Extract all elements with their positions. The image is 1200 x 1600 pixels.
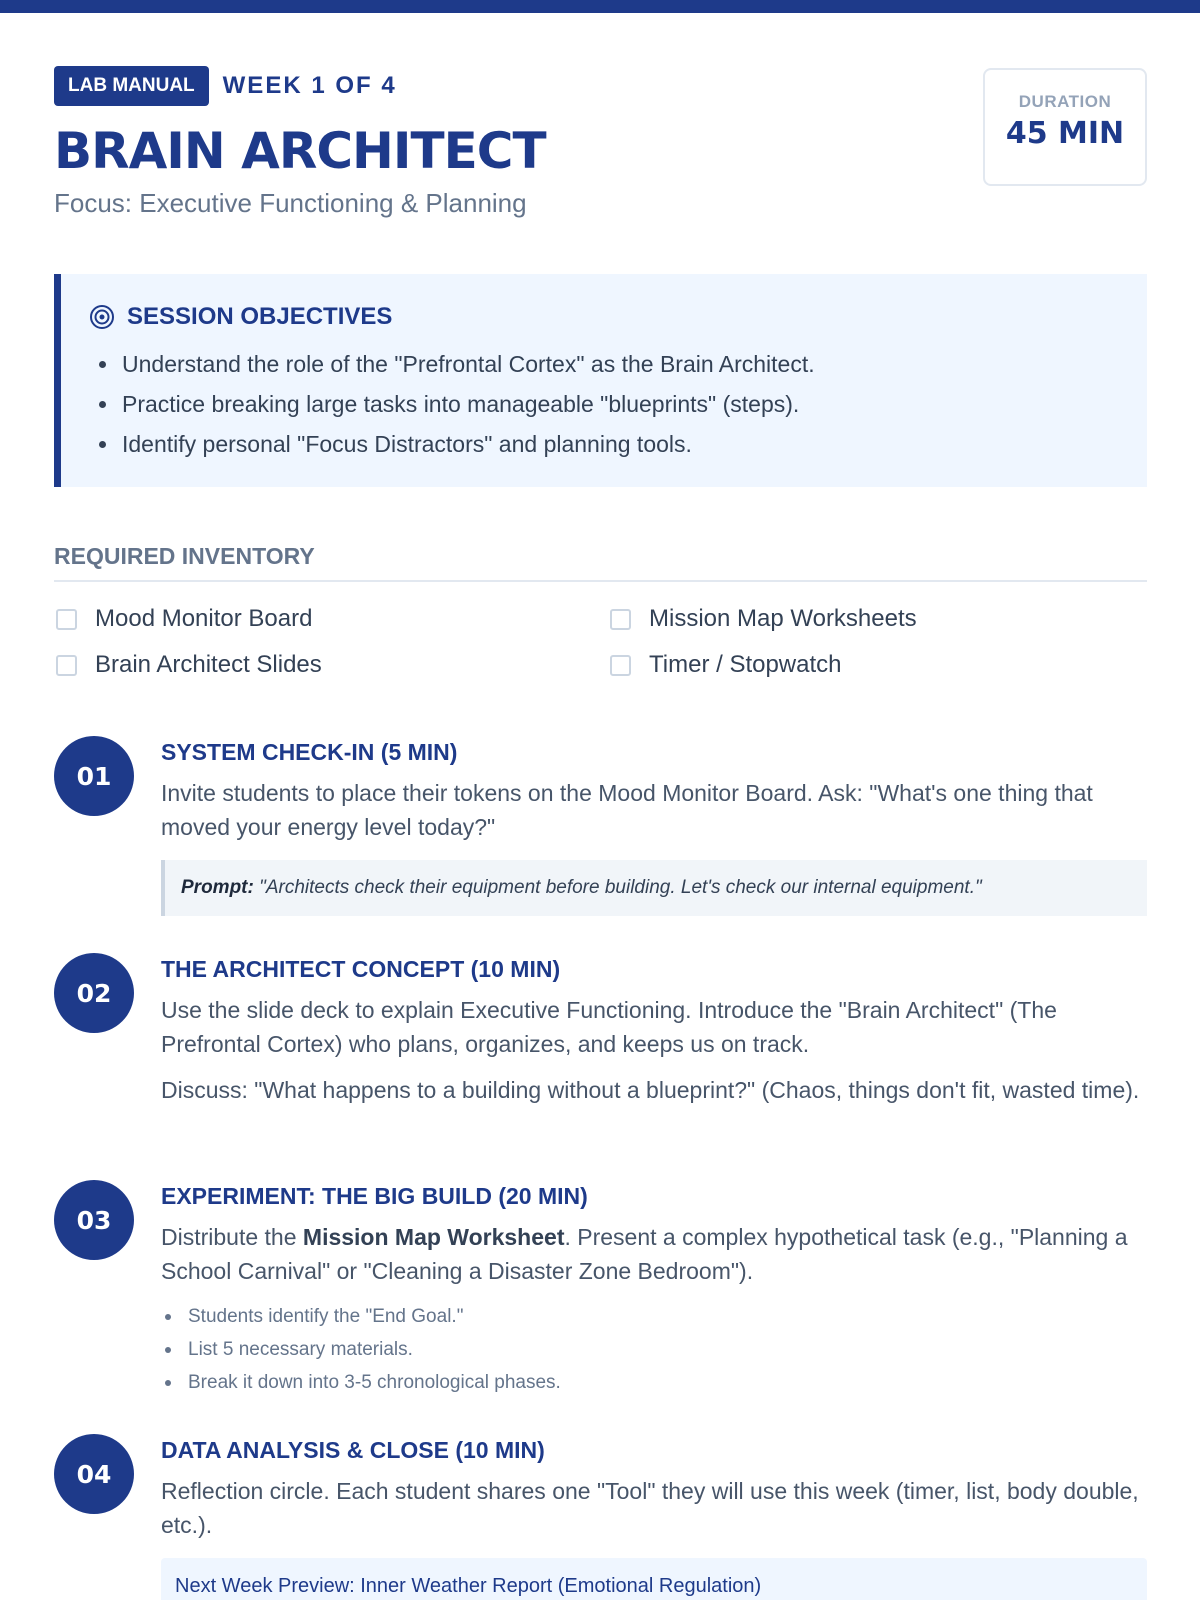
step-number-badge: 04: [54, 1434, 134, 1514]
step-body: [161, 1434, 1147, 1600]
list-item: Students identify the "End Goal.": [161, 1300, 1147, 1333]
inventory-item[interactable]: [610, 604, 917, 634]
step-title: EXPERIMENT: THE BIG BUILD (20 MIN): [161, 1183, 588, 1209]
duration-card: [983, 68, 1147, 186]
lab-manual-badge: LAB MANUAL: [54, 66, 209, 106]
inventory-item[interactable]: [610, 650, 842, 680]
step-description: Use the slide deck to explain Executive Functioning. Introduce the "Brain Architect" (The Prefrontal Cortex) who plans, organizes, and keeps us on track.: [161, 997, 1057, 1057]
step-number-badge: 02: [54, 953, 134, 1033]
prompt-label: Prompt:: [181, 877, 254, 898]
target-icon: [89, 304, 115, 330]
objectives-title: SESSION OBJECTIVES: [127, 303, 393, 330]
inventory-checkbox[interactable]: [610, 655, 631, 676]
top-accent-bar: [0, 0, 1200, 13]
next-week-preview: Next Week Preview: Inner Weather Report (Emotional Regulation): [161, 1558, 1147, 1600]
inventory-item[interactable]: [56, 604, 312, 634]
page-title: BRAIN ARCHITECT: [54, 122, 546, 180]
duration-label: DURATION: [1018, 92, 1112, 111]
step-body: [161, 736, 1147, 916]
step-description: Reflection circle. Each student shares one "Tool" they will use this week (timer, list, body double, etc.).: [161, 1478, 1139, 1538]
step-number-badge: 03: [54, 1180, 134, 1260]
worksheet-name: Mission Map Worksheet: [302, 1224, 565, 1250]
step-body: [161, 1180, 1147, 1399]
objective-item: Understand the role of the "Prefrontal Cortex" as the Brain Architect.: [89, 344, 1147, 384]
objective-item: Practice breaking large tasks into manageable "blueprints" (steps).: [89, 384, 1147, 424]
inventory-checkbox[interactable]: [56, 655, 77, 676]
list-item: Break it down into 3-5 chronological phases.: [161, 1366, 1147, 1399]
experiment-steps-list: [161, 1300, 1147, 1399]
step-text-post: . Present a complex hypothetical task (e.g., "Planning a School Carnival" or "Cleaning a Disaster Zone Bedroom").: [161, 1224, 1128, 1284]
objective-item: Identify personal "Focus Distractors" and planning tools.: [89, 424, 1147, 464]
step-description: [161, 1220, 1147, 1288]
week-indicator: WEEK 1 OF 4: [222, 72, 397, 99]
inventory-label: Brain Architect Slides: [95, 651, 322, 678]
inventory-label: Mission Map Worksheets: [649, 605, 917, 632]
prompt-callout: [161, 860, 1147, 916]
step-text-pre: Distribute the: [161, 1224, 303, 1250]
prompt-text: "Architects check their equipment before building. Let's check our internal equipment.": [259, 877, 982, 898]
step-title: SYSTEM CHECK-IN (5 MIN): [161, 739, 458, 765]
page-subtitle: Focus: Executive Functioning & Planning: [54, 188, 527, 218]
inventory-label: Timer / Stopwatch: [649, 651, 842, 678]
duration-value: 45 MIN: [1005, 116, 1125, 151]
objectives-list: [89, 344, 1147, 464]
inventory-checkbox[interactable]: [56, 609, 77, 630]
inventory-checkbox[interactable]: [610, 609, 631, 630]
inventory-item[interactable]: [56, 650, 322, 680]
list-item: List 5 necessary materials.: [161, 1333, 1147, 1366]
step-body: [161, 953, 1147, 1107]
objectives-heading: [89, 302, 1147, 332]
step-title: THE ARCHITECT CONCEPT (10 MIN): [161, 956, 561, 982]
step-description: Invite students to place their tokens on the Mood Monitor Board. Ask: "What's one thing that moved your energy level today?": [161, 780, 1093, 840]
session-objectives-panel: [54, 274, 1147, 487]
step-discussion: Discuss: "What happens to a building without a blueprint?" (Chaos, things don't fit, wasted time).: [161, 1077, 1140, 1103]
step-title: DATA ANALYSIS & CLOSE (10 MIN): [161, 1437, 545, 1463]
step-number-badge: 01: [54, 736, 134, 816]
inventory-heading: REQUIRED INVENTORY: [54, 543, 1147, 582]
inventory-label: Mood Monitor Board: [95, 605, 313, 632]
